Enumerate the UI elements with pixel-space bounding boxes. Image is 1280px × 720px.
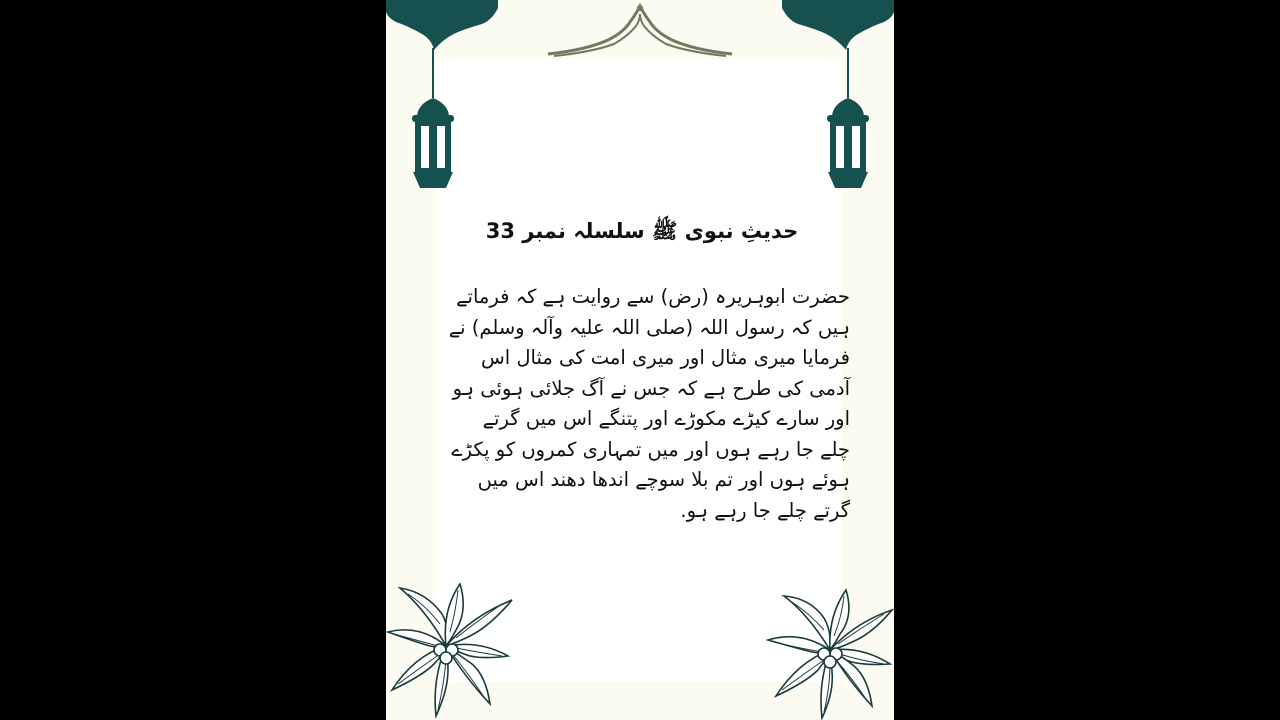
hadith-line: اور سارے کیڑے مکوڑے اور پتنگے اس میں گرتے [482,407,850,430]
palm-tree-icon [764,584,894,720]
lantern-icon [408,48,458,190]
hadith-line: ہوئے ہوں اور تم بلا سوچے اندھا دھند اس میں [477,468,850,491]
poster-page [386,0,894,720]
hadith-line: گرتے چلے جا رہے ہو. [680,498,850,522]
lantern-icon [823,48,873,190]
arch-ornament-icon [546,0,736,60]
corner-canopy-left-icon [386,0,498,54]
hadith-text [436,282,850,526]
hadith-line: ہیں کہ رسول اللہ (صلی اللہ علیہ وآلہ وسلم) نے [448,315,850,339]
palm-tree-icon [386,580,516,720]
hadith-line: چلے جا رہے ہوں اور میں تمہاری کمروں کو پکڑے [451,437,850,461]
hadith-line: حضرت ابوہریرہ (رض) سے روایت ہے کہ فرماتے [456,285,850,308]
hadith-line: فرمایا میری مثال اور میری امت کی مثال اس [480,346,850,369]
corner-canopy-right-icon [782,0,894,54]
hadith-line: آدمی کی طرح ہے کہ جس نے آگ جلائی ہوئی ہو [452,376,850,400]
page-title: حدیثِ نبوی ﷺ سلسلہ نمبر 33 [485,219,799,243]
